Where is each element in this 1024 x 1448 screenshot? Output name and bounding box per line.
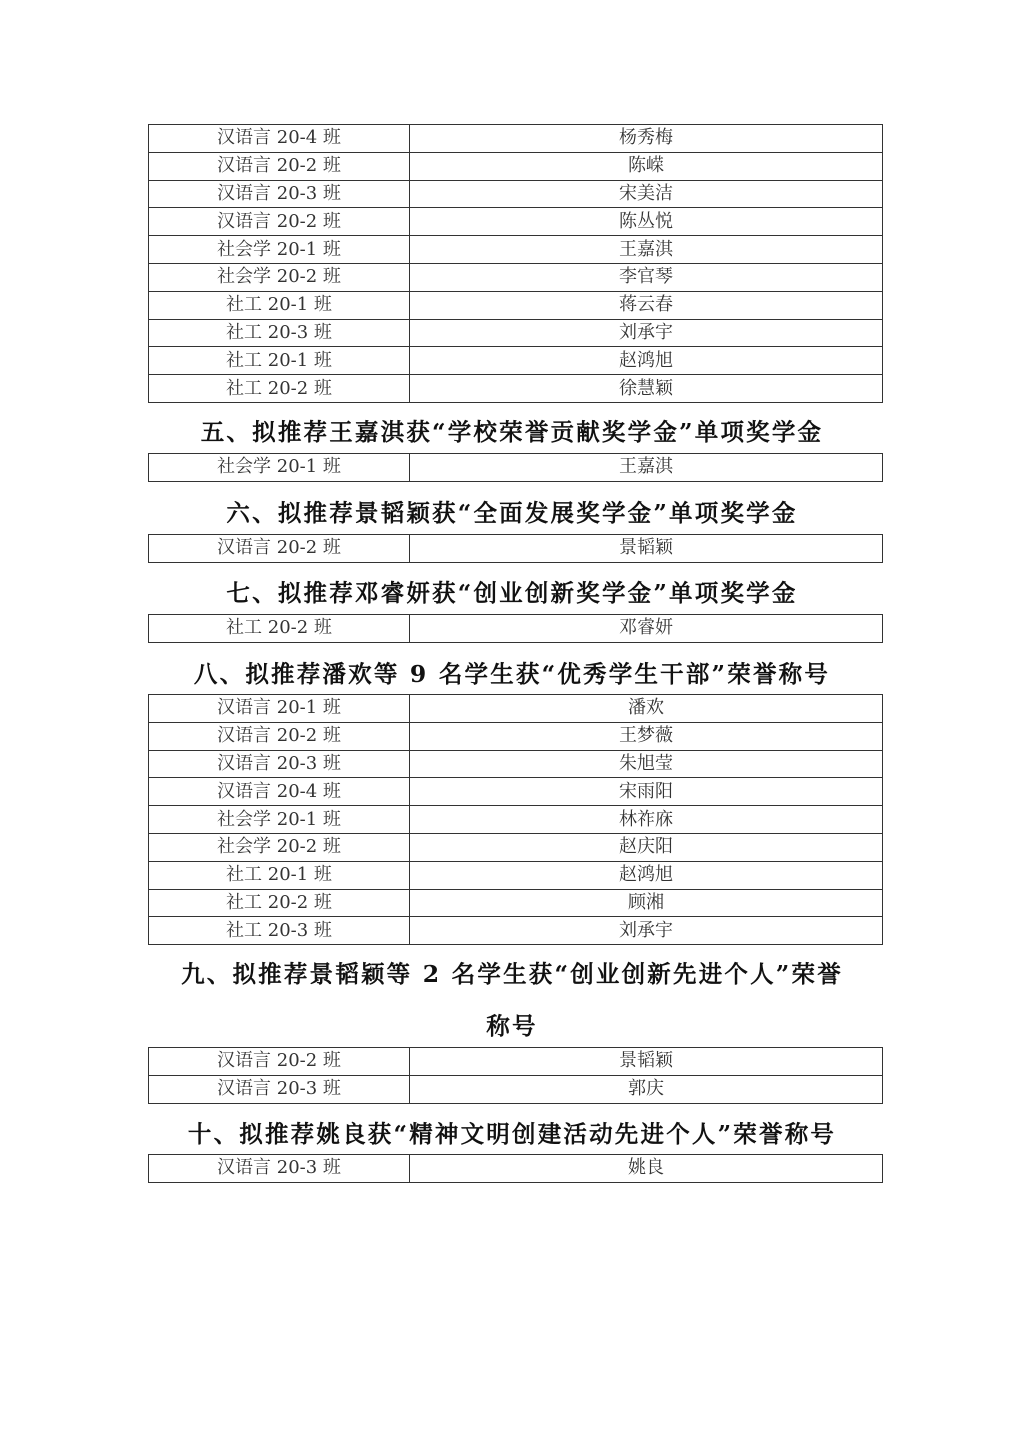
class-cell: 社工 20-1 班 [149,347,410,375]
table-continued [148,124,883,403]
class-cell: 社工 20-2 班 [149,615,410,643]
table-row [149,454,883,482]
class-cell: 汉语言 20-2 班 [149,152,410,180]
table-row [149,722,883,750]
class-cell: 汉语言 20-1 班 [149,695,410,723]
name-cell: 王嘉淇 [410,454,883,482]
name-cell: 宋美洁 [410,180,883,208]
class-cell: 社工 20-1 班 [149,861,410,889]
table-row [149,236,883,264]
class-cell: 汉语言 20-3 班 [149,180,410,208]
section-heading-6: 六、拟推荐景韬颖获“全面发展奖学金”单项奖学金 [226,499,798,527]
section-heading-8: 八、拟推荐潘欢等 9 名学生获“优秀学生干部”荣誉称号 [193,660,831,688]
name-cell: 赵庆阳 [410,833,883,861]
class-cell: 社工 20-1 班 [149,291,410,319]
table-row [149,152,883,180]
name-cell: 潘欢 [410,695,883,723]
name-cell: 王嘉淇 [410,236,883,264]
name-cell: 徐慧颖 [410,375,883,403]
section-heading-7: 七、拟推荐邓睿妍获“创业创新奖学金”单项奖学金 [226,579,798,607]
table-row [149,319,883,347]
class-cell: 汉语言 20-4 班 [149,778,410,806]
table-row [149,375,883,403]
name-cell: 顾湘 [410,889,883,917]
class-cell: 社会学 20-1 班 [149,236,410,264]
name-cell: 杨秀梅 [410,125,883,153]
table-row [149,806,883,834]
class-cell: 汉语言 20-3 班 [149,1075,410,1103]
table-section-7 [148,614,883,643]
name-cell: 刘承宇 [410,319,883,347]
table-row [149,695,883,723]
section-heading-9: 九、拟推荐景韬颖等 2 名学生获“创业创新先进个人”荣誉 [181,960,843,988]
name-cell: 赵鸿旭 [410,347,883,375]
class-cell: 社工 20-2 班 [149,375,410,403]
class-cell: 汉语言 20-2 班 [149,535,410,563]
table-row [149,833,883,861]
class-cell: 社工 20-3 班 [149,319,410,347]
name-cell: 宋雨阳 [410,778,883,806]
section-heading-5: 五、拟推荐王嘉淇获“学校荣誉贡献奖学金”单项奖学金 [200,418,824,446]
table-row [149,263,883,291]
table-row [149,917,883,945]
name-cell: 王梦薇 [410,722,883,750]
section-heading-10: 十、拟推荐姚良获“精神文明创建活动先进个人”荣誉称号 [187,1120,837,1148]
class-cell: 社工 20-3 班 [149,917,410,945]
name-cell: 郭庆 [410,1075,883,1103]
name-cell: 赵鸿旭 [410,861,883,889]
table-row [149,291,883,319]
class-cell: 汉语言 20-2 班 [149,722,410,750]
class-cell: 社会学 20-1 班 [149,454,410,482]
table-row [149,615,883,643]
table-row [149,861,883,889]
table-row [149,778,883,806]
class-cell: 社工 20-2 班 [149,889,410,917]
class-cell: 汉语言 20-3 班 [149,1155,410,1183]
section-heading-9-continuation: 称号 [486,1012,538,1040]
table-row [149,750,883,778]
class-cell: 社会学 20-2 班 [149,263,410,291]
class-cell: 社会学 20-1 班 [149,806,410,834]
name-cell: 邓睿妍 [410,615,883,643]
name-cell: 李官琴 [410,263,883,291]
table-row [149,889,883,917]
name-cell: 朱旭莹 [410,750,883,778]
name-cell: 景韬颖 [410,1048,883,1076]
class-cell: 社会学 20-2 班 [149,833,410,861]
name-cell: 刘承宇 [410,917,883,945]
table-section-5 [148,453,883,482]
class-cell: 汉语言 20-2 班 [149,1048,410,1076]
name-cell: 林祚庥 [410,806,883,834]
table-row [149,1048,883,1076]
table-section-8 [148,694,883,945]
class-cell: 汉语言 20-2 班 [149,208,410,236]
table-section-9 [148,1047,883,1104]
table-row [149,347,883,375]
table-section-6 [148,534,883,563]
name-cell: 姚良 [410,1155,883,1183]
table-row [149,1155,883,1183]
name-cell: 景韬颖 [410,535,883,563]
table-row [149,125,883,153]
table-row [149,1075,883,1103]
table-row [149,208,883,236]
name-cell: 陈嵘 [410,152,883,180]
name-cell: 陈丛悦 [410,208,883,236]
class-cell: 汉语言 20-3 班 [149,750,410,778]
name-cell: 蒋云春 [410,291,883,319]
table-section-10 [148,1154,883,1183]
table-row [149,180,883,208]
table-row [149,535,883,563]
class-cell: 汉语言 20-4 班 [149,125,410,153]
